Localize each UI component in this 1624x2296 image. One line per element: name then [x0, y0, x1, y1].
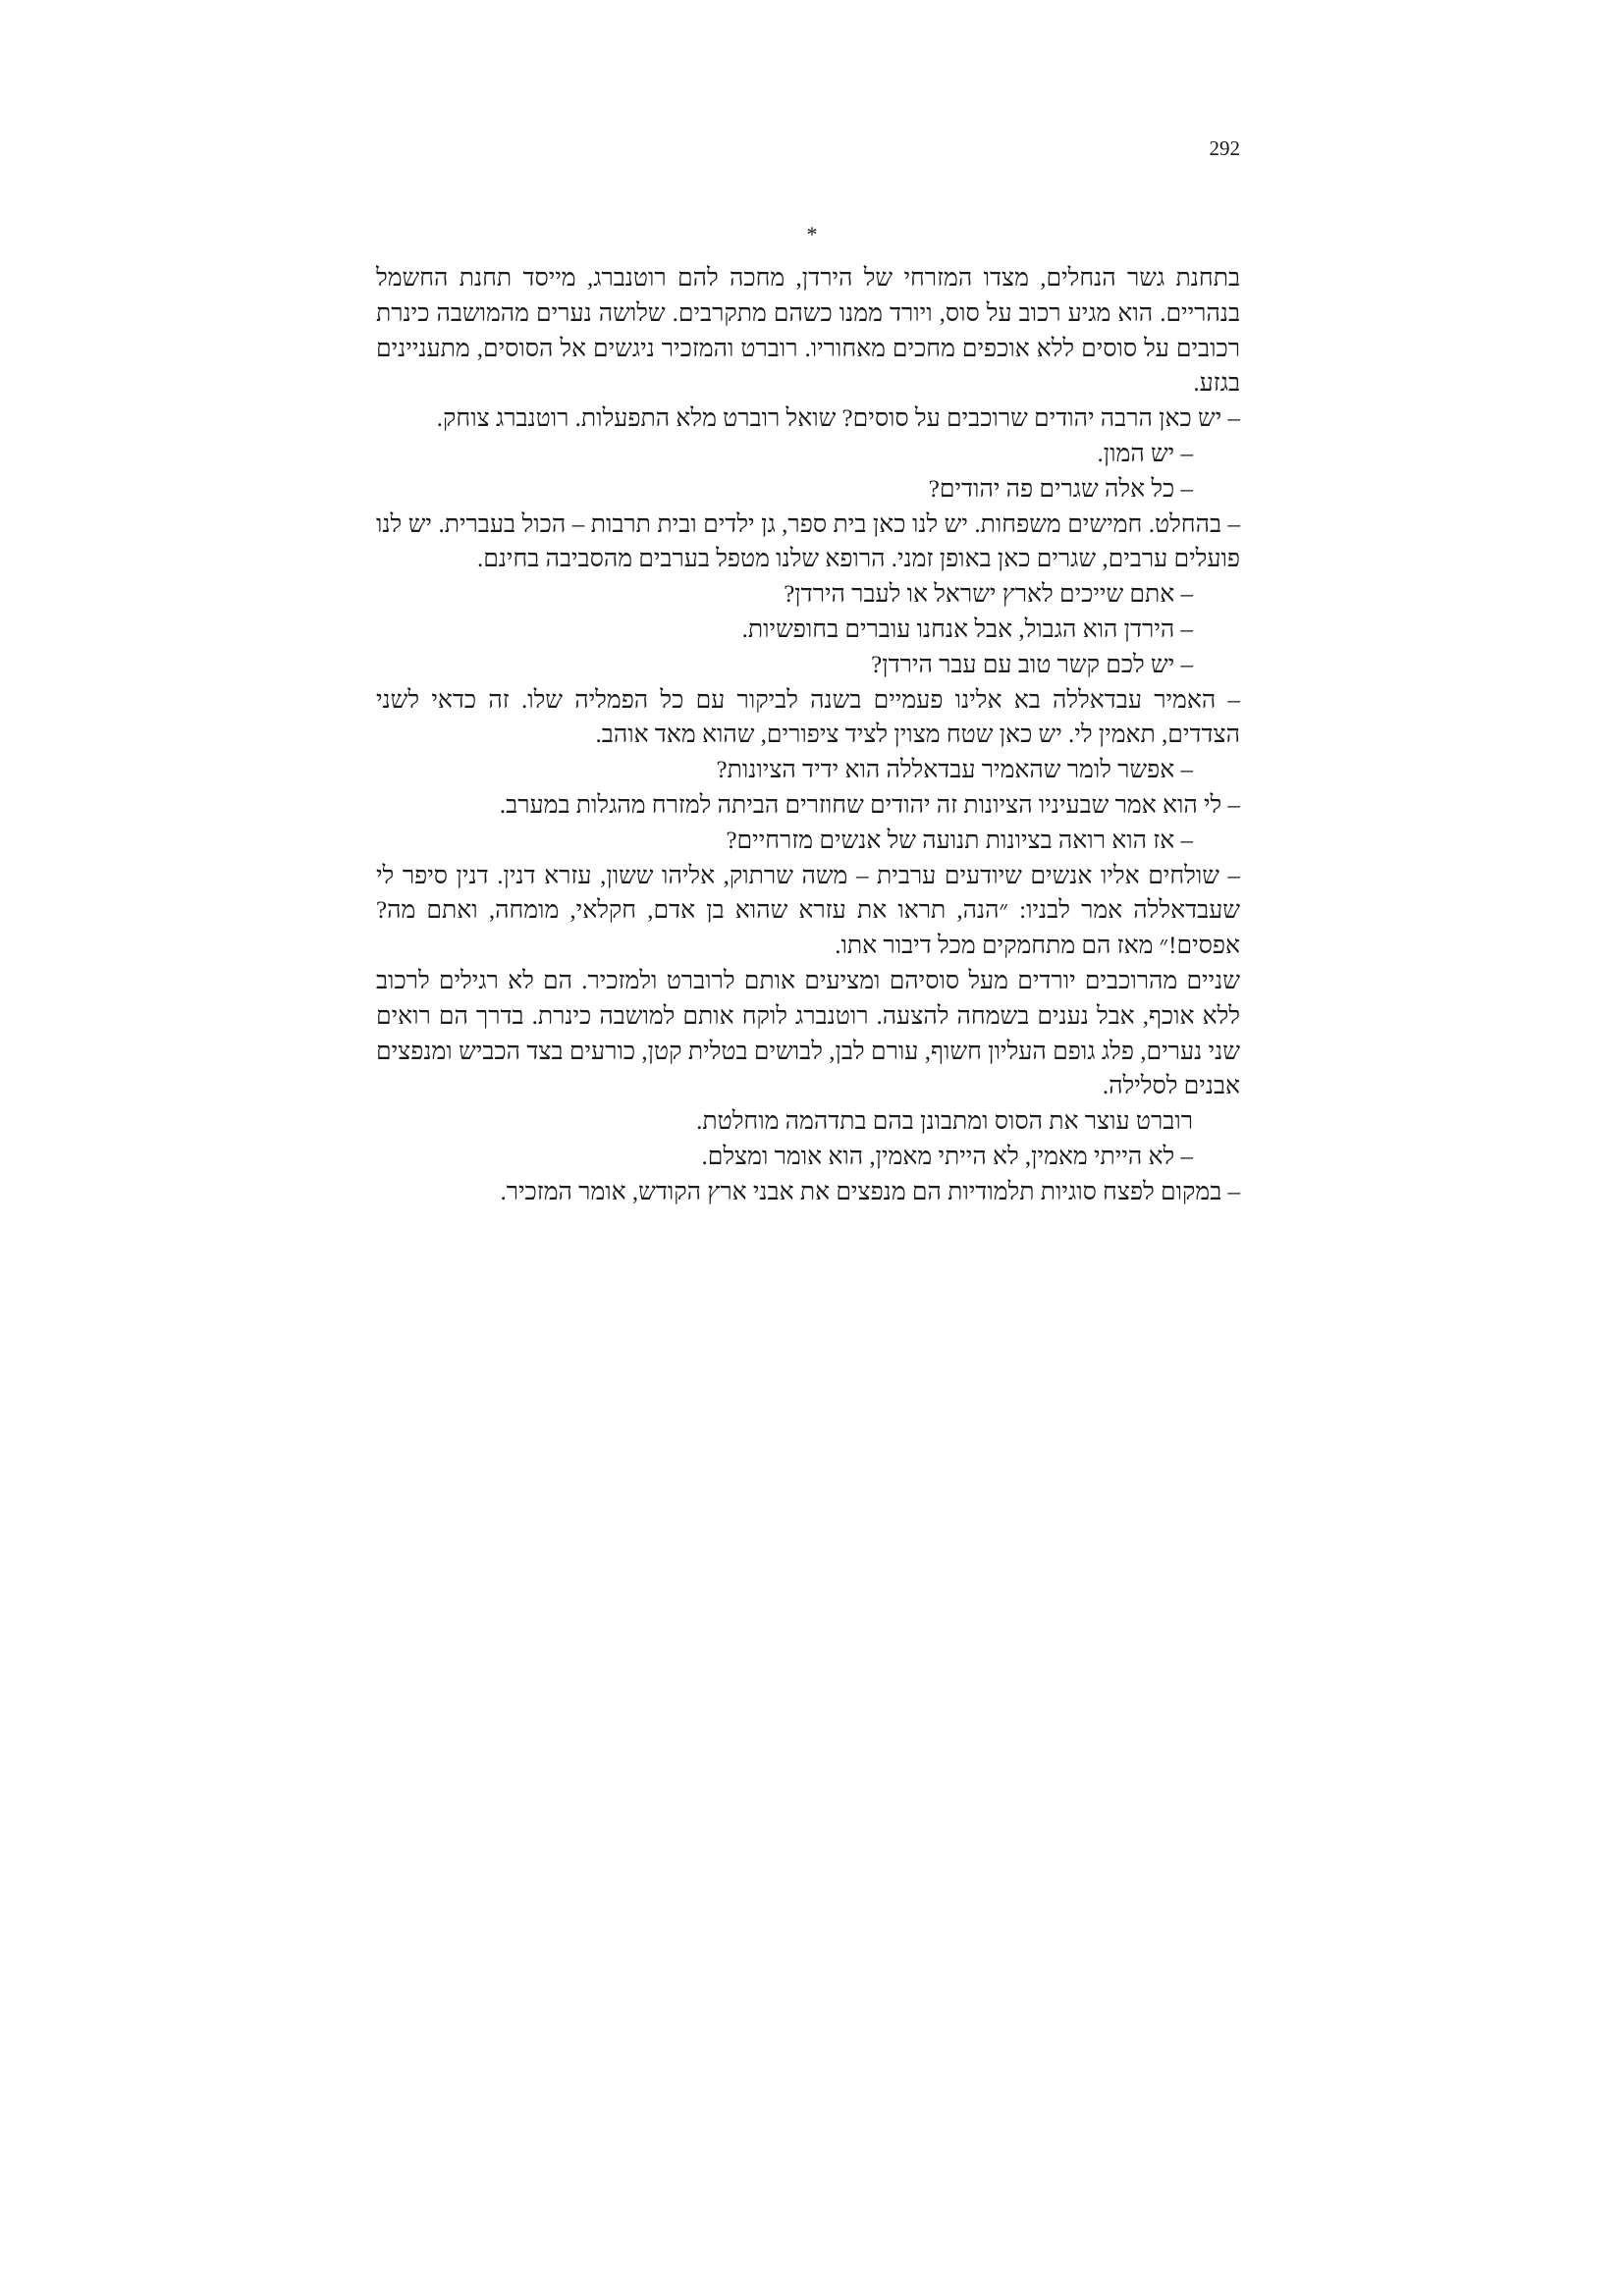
- paragraph: – לא הייתי מאמין, לא הייתי מאמין, הוא אומר ומצלם.: [701, 1143, 1193, 1170]
- paragraph: שניים מהרוכבים יורדים מעל סוסיהם ומציעים אותם לרוברט ולמזכיר. הם לא רגילים לרכוב ללא אוכף, אבל נענים בשמחה להצעה. רוטנברג לוקח אותם למושבה כינרת. בדרך הם רואים שני נערים, פלג גופם העליון חשוף, עורם לבן, לבושים בטלית קטן, כורעים בצד הכביש ומנפצים אבנים לסלילה.: [376, 967, 1240, 1100]
- paragraph: בתחנת גשר הנחלים, מצדו המזרחי של הירדן, מחכה להם רוטנברג, מייסד תחנת החשמל בנהריים. הוא מגיע רכוב על סוס, ויורד ממנו כשהם מתקרבים. שלושה נערים מהמושבה כינרת רכובים על סוסים ללא אוכפים מחכים מאחוריו. רוברט והמזכיר ניגשים אל הסוסים, מתעניינים בגזע.: [376, 265, 1240, 398]
- paragraph: – הירדן הוא הגבול, אבל אנחנו עוברים בחופשיות.: [741, 615, 1193, 643]
- paragraph: – האמיר עבדאללה בא אלינו פעמיים בשנה לביקור עם כל הפמליה שלו. זה כדאי לשני הצדדים, תאמין לי. יש כאן שטח מצוין לציד ציפורים, שהוא מאד אוהב.: [376, 686, 1240, 749]
- section-separator: *: [806, 222, 818, 246]
- paragraph: – במקום לפצח סוגיות תלמודיות הם מנפצים את אבני ארץ הקודש, אומר המזכיר.: [500, 1178, 1240, 1205]
- paragraph: – בהחלט. חמישים משפחות. יש לנו כאן בית ספר, גן ילדים ובית תרבות – הכול בעברית. יש לנו פועלים ערבים, שגרים כאן באופן זמני. הרופא שלנו מטפל בערבים מהסביבה בחינם.: [376, 510, 1240, 573]
- paragraph: – כל אלה שגרים פה יהודים?: [928, 475, 1193, 503]
- paragraph: – יש כאן הרבה יהודים שרוכבים על סוסים? שואל רוברט מלא התפעלות. רוטנברג צוחק.: [436, 405, 1240, 433]
- body-text: [376, 261, 1240, 1210]
- paragraph: – יש לכם קשר טוב עם עבר הירדן?: [871, 651, 1193, 678]
- paragraph: – יש המון.: [1097, 440, 1193, 467]
- paragraph: – אז הוא רואה בציונות תנועה של אנשים מזרחיים?: [726, 827, 1193, 854]
- paragraph: – לי הוא אמר שבעיניו הציונות זה יהודים שחוזרים הביתה למזרח מהגלות במערב.: [499, 791, 1240, 819]
- paragraph: – אתם שייכים לארץ ישראל או לעבר הירדן?: [784, 581, 1193, 609]
- paragraph: – שולחים אליו אנשים שיודעים ערבית – משה שרתוק, אליהו ששון, עזרא דנין. דנין סיפר לי שעבדאללה אמר לבניו: ״הנה, תראו את עזרא שהוא בן אדם, חקלאי, מומחה, ואתם מה? אפסים!״ מאז הם מתחמקים מכל דיבור אתו.: [376, 862, 1240, 960]
- page-number: 292: [1209, 136, 1240, 160]
- paragraph: – אפשר לומר שהאמיר עבדאללה הוא ידיד הציונות?: [716, 757, 1193, 784]
- paragraph: רוברט עוצר את הסוס ומתבונן בהם בתדהמה מוחלטת.: [696, 1108, 1193, 1136]
